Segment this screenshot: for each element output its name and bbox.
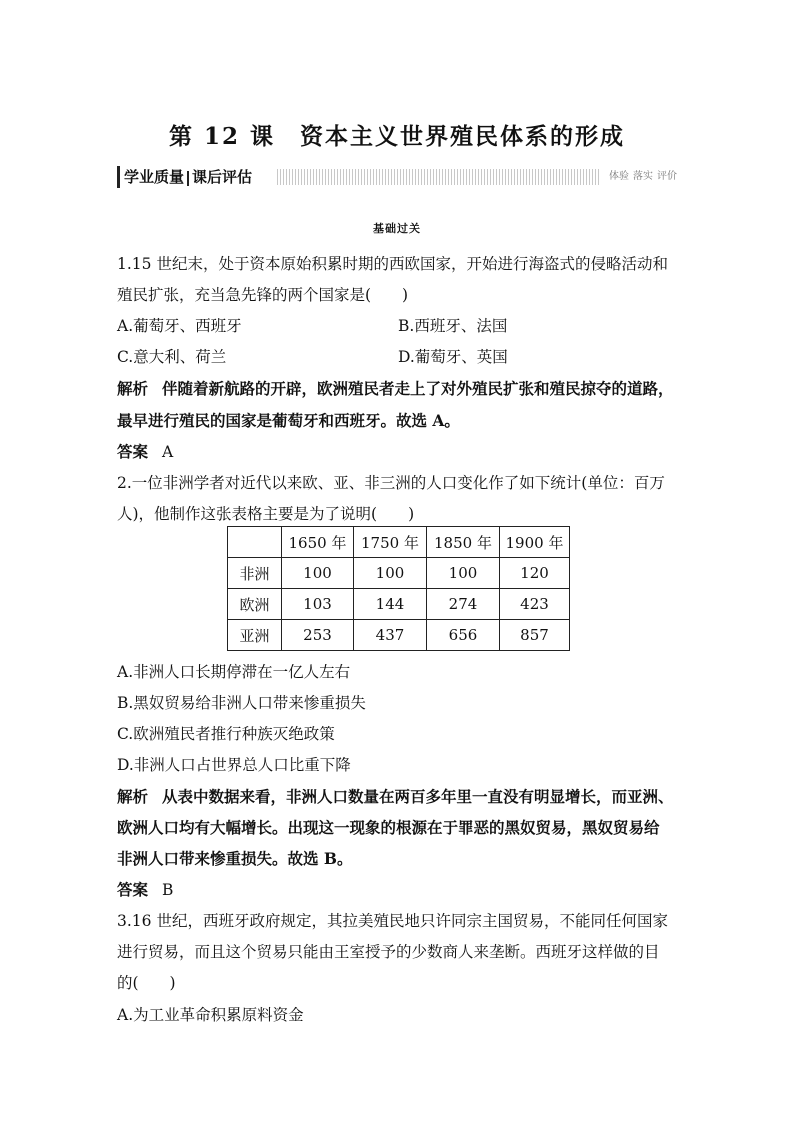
q2-answer (117, 878, 173, 900)
table-cell: 103 (282, 589, 354, 620)
q1-option-a: A.葡萄牙、西班牙 (117, 317, 242, 335)
banner-tag-2: 落实 (633, 171, 653, 182)
table-cell: 120 (500, 558, 570, 589)
q2-stem-line1: 2.一位非洲学者对近代以来欧、亚、非三洲的人口变化作了如下统计(单位：百万 (117, 474, 665, 492)
q2-answer-label: 答案 (117, 880, 149, 899)
banner-label (117, 166, 256, 188)
q1-answer-label: 答案 (117, 442, 149, 461)
table-cell: 144 (354, 589, 427, 620)
q3-stem-line1: 3.16 世纪，西班牙政府规定，其拉美殖民地只许同宗主国贸易，不能同任何国家 (117, 912, 668, 930)
section-heading: 基础过关 (373, 222, 421, 235)
table-cell: 100 (354, 558, 427, 589)
q1-answer-value: A (162, 443, 174, 461)
banner-label-assessment: 课后评估 (192, 168, 253, 186)
table-cell: 253 (282, 620, 354, 651)
banner-separator (187, 171, 189, 186)
banner-tags (599, 169, 677, 185)
banner-tag-3: 评价 (657, 171, 677, 182)
q2-option-c: C.欧洲殖民者推行种族灭绝政策 (117, 725, 335, 743)
table-header-cell: 1650 年 (282, 527, 354, 558)
q1-analysis-label: 解析 (117, 379, 149, 398)
table-row (228, 620, 570, 651)
population-table (227, 526, 570, 651)
table-cell: 100 (427, 558, 500, 589)
q1-analysis-text1: 伴随着新航路的开辟，欧洲殖民者走上了对外殖民扩张和殖民掠夺的道路， (162, 379, 674, 398)
table-row (228, 558, 570, 589)
q2-option-d: D.非洲人口占世界总人口比重下降 (117, 756, 351, 774)
q1-option-c: C.意大利、荷兰 (117, 348, 227, 366)
q2-analysis-line3: 非洲人口带来惨重损失。故选 B。 (117, 849, 353, 868)
table-header-row (228, 527, 570, 558)
q1-analysis-line2: 最早进行殖民的国家是葡萄牙和西班牙。故选 A。 (117, 411, 460, 430)
table-cell: 423 (500, 589, 570, 620)
page-title: 第 12 课 资本主义世界殖民体系的形成 (168, 123, 626, 150)
table-cell: 100 (282, 558, 354, 589)
q2-option-b: B.黑奴贸易给非洲人口带来惨重损失 (117, 694, 366, 712)
q2-analysis-line1 (117, 785, 674, 807)
banner-label-quality: 学业质量 (124, 168, 185, 186)
q2-option-a: A.非洲人口长期停滞在一亿人左右 (117, 663, 351, 681)
table-row (228, 589, 570, 620)
q1-option-d: D.葡萄牙、英国 (398, 348, 508, 366)
table-row-label: 非洲 (228, 558, 282, 589)
q2-analysis-line2: 欧洲人口均有大幅增长。出现这一现象的根源在于罪恶的黑奴贸易，黑奴贸易给 (117, 818, 660, 837)
table-row-label: 亚洲 (228, 620, 282, 651)
q2-stem-line2: 人)，他制作这张表格主要是为了说明( ) (117, 505, 415, 523)
table-cell: 274 (427, 589, 500, 620)
q1-analysis-line1 (117, 377, 674, 399)
section-banner (117, 166, 677, 188)
q3-stem-line2: 进行贸易，而且这个贸易只能由王室授予的少数商人来垄断。西班牙这样做的目 (117, 943, 660, 961)
table-row-label: 欧洲 (228, 589, 282, 620)
q2-analysis-text1: 从表中数据来看，非洲人口数量在两百多年里一直没有明显增长，而亚洲、 (162, 787, 674, 806)
table-cell: 437 (354, 620, 427, 651)
q2-analysis-label: 解析 (117, 787, 149, 806)
table-cell: 656 (427, 620, 500, 651)
q3-option-a: A.为工业革命积累原料资金 (117, 1006, 304, 1024)
table-corner-cell (228, 527, 282, 558)
q3-stem-line3: 的( ) (117, 974, 176, 992)
table-cell: 857 (500, 620, 570, 651)
table-header-cell: 1850 年 (427, 527, 500, 558)
table-header-cell: 1900 年 (500, 527, 570, 558)
banner-tag-1: 体验 (609, 171, 629, 182)
q1-stem-line1: 1.15 世纪末，处于资本原始积累时期的西欧国家，开始进行海盗式的侵略活动和 (117, 255, 668, 273)
q2-answer-value: B (162, 881, 174, 899)
table-header-cell: 1750 年 (354, 527, 427, 558)
q1-stem-line2: 殖民扩张，充当急先锋的两个国家是( ) (117, 286, 409, 304)
q1-answer (117, 440, 173, 462)
q1-option-b: B.西班牙、法国 (398, 317, 508, 335)
